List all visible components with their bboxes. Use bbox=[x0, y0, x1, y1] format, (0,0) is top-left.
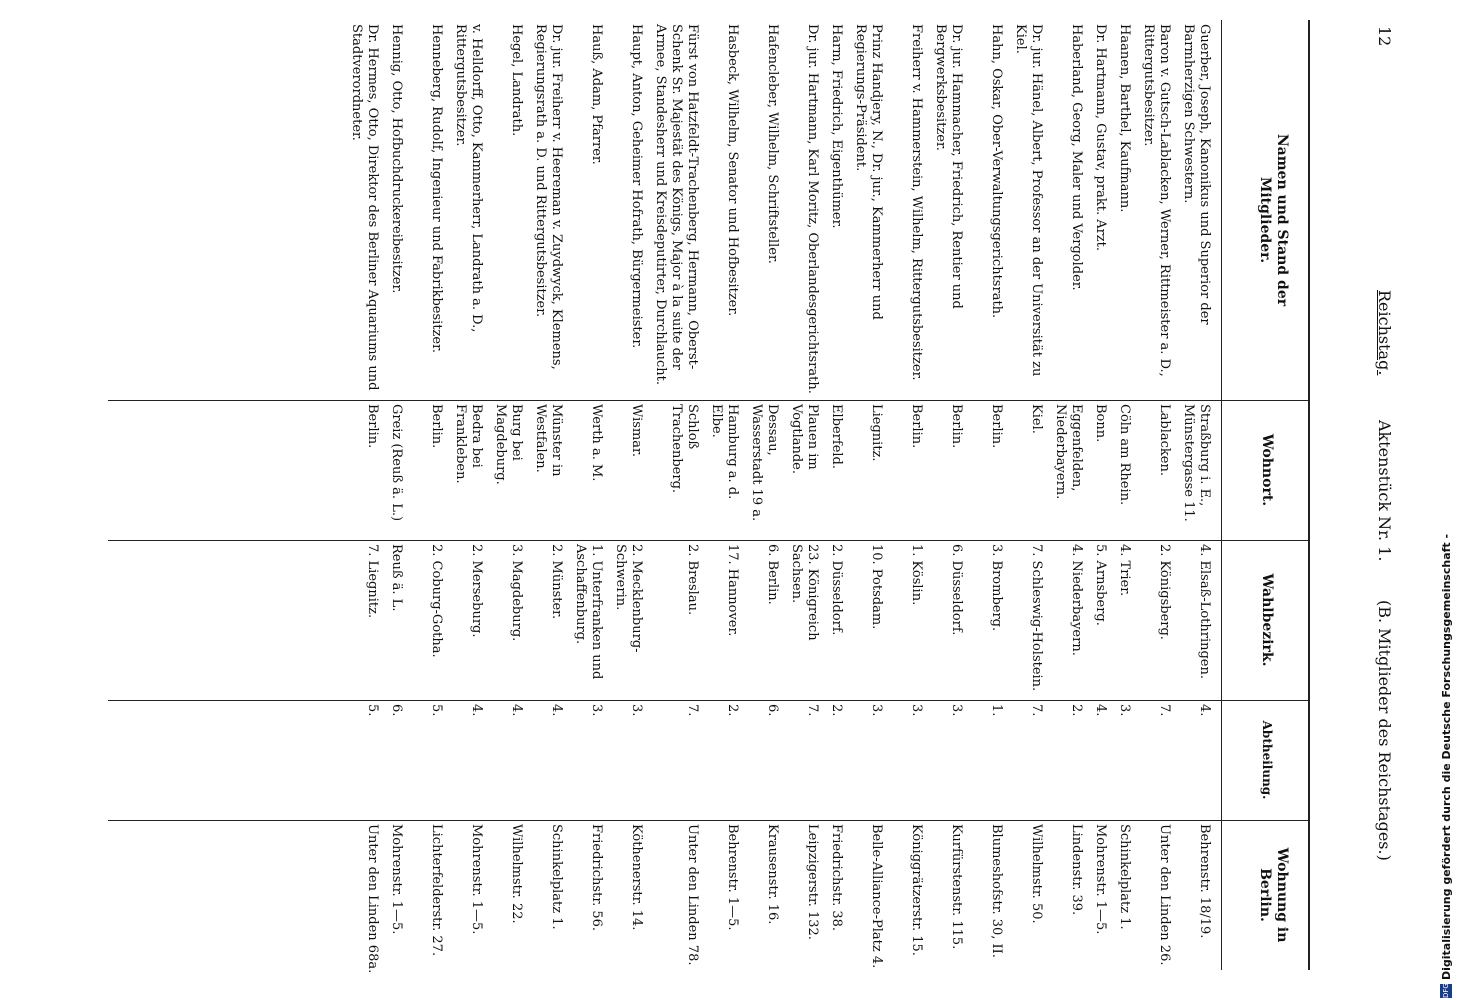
cell-residence: Burg bei Magdeburg. bbox=[493, 404, 524, 485]
header-title-right: (B. Mitglieder des Reichstages.) bbox=[1375, 600, 1394, 861]
cell-division: 3. bbox=[1117, 704, 1132, 717]
cell-name: Dr. jur. Freiherr v. Heereman v. Zuydwyck, Klemens, Regierungsrath a. D. und Rittergutsbesitzer. bbox=[533, 24, 564, 370]
cell-residence: Cöln am Rhein. bbox=[1117, 404, 1132, 506]
cell-berlin: Unter den Linden 68a. bbox=[365, 824, 380, 974]
header-document-number: Aktenstück Nr. 1. bbox=[1375, 420, 1394, 562]
cell-name: Dr. jur. Hartmann, Karl Moritz, Oberlandesgerichtsrath. bbox=[805, 24, 820, 394]
cell-division: 2. bbox=[829, 704, 844, 717]
cell-division: 1. bbox=[989, 704, 1004, 717]
rotated-document bbox=[100, 0, 1400, 1000]
cell-district: 7. Liegnitz. bbox=[365, 544, 380, 619]
cell-residence: Elberfeld. bbox=[829, 404, 844, 469]
cell-district: 2. Königsberg. bbox=[1157, 544, 1172, 640]
cell-berlin: Leipzigerstr. 132. bbox=[805, 824, 820, 940]
cell-district: 2. Düsseldorf. bbox=[829, 544, 844, 636]
cell-district: 17. Hannover. bbox=[725, 544, 740, 637]
cell-berlin: Lindenstr. 39. bbox=[1069, 824, 1084, 916]
cell-berlin: Unter den Linden 26. bbox=[1157, 824, 1172, 966]
cell-name: Dr. Hermes, Otto, Direktor des Berliner Aquariums und Stadtverordneter. bbox=[349, 24, 380, 391]
page-number: 12 bbox=[1375, 26, 1394, 47]
cell-division: 3. bbox=[869, 704, 884, 717]
cell-name: Haupt, Anton, Geheimer Hofrath, Bürgermeister. bbox=[629, 24, 644, 349]
cell-division: 7. bbox=[685, 704, 700, 717]
cell-berlin: Köthenerstr. 14. bbox=[629, 824, 644, 931]
cell-division: 5. bbox=[365, 704, 380, 717]
cell-berlin: Behrenstr. 18/19. bbox=[1197, 824, 1212, 939]
funding-note: Digitalisierung gefördert durch die Deutsche Forschungsgemeinschaft - bbox=[1440, 533, 1453, 980]
cell-district: 2. Mecklenburg-Schwerin. bbox=[613, 544, 644, 653]
cell-berlin: Blumeshofstr. 30, II. bbox=[989, 824, 1004, 958]
cell-district: 5. Arnsberg. bbox=[1093, 544, 1108, 626]
cell-division: 4. bbox=[1197, 704, 1212, 717]
cell-residence: Schloß Trachenberg. bbox=[669, 404, 700, 494]
cell-residence: Bedra bei Frankleben. bbox=[453, 404, 484, 484]
table-header-rule bbox=[1221, 20, 1222, 970]
cell-name: Prinz Handjery, N., Dr. jur., Kammerherr und Regierungs-Präsident. bbox=[853, 24, 884, 320]
cell-berlin: Wilhelmstr. 22. bbox=[509, 824, 524, 924]
cell-district: 7. Schleswig-Holstein. bbox=[1029, 544, 1044, 692]
cell-residence: Lablacken. bbox=[1157, 404, 1172, 476]
cell-district: 1. Köslin. bbox=[909, 544, 924, 606]
cell-berlin: Schinkelplatz 1. bbox=[1117, 824, 1132, 930]
cell-residence: Berlin. bbox=[429, 404, 444, 449]
cell-name: Hahn, Oskar, Ober-Verwaltungsgerichtsrath. bbox=[989, 24, 1004, 319]
cell-district: 2. Merseburg. bbox=[469, 544, 484, 638]
cell-berlin: Mohrenstr. 1—5. bbox=[389, 824, 404, 935]
cell-berlin: Unter den Linden 78. bbox=[685, 824, 700, 966]
sidebar-note bbox=[1396, 0, 1453, 1000]
cell-division: 7. bbox=[805, 704, 820, 717]
cell-district: 3. Magdeburg. bbox=[509, 544, 524, 642]
cell-district: 6. Düsseldorf. bbox=[949, 544, 964, 636]
column-header-name: Namen und Stand der Mitglieder. bbox=[1257, 133, 1290, 307]
cell-district: 23. Königreich Sachsen. bbox=[789, 544, 820, 641]
cell-residence: Berlin. bbox=[365, 404, 380, 449]
cell-residence: Berlin. bbox=[909, 404, 924, 449]
cell-district: Reuß ä. L. bbox=[389, 544, 404, 612]
cell-division: 5. bbox=[429, 704, 444, 717]
column-header-division: Abtheilung. bbox=[1260, 720, 1274, 800]
cell-name: Freiherr v. Hammerstein, Wilhelm, Rittergutsbesitzer. bbox=[909, 24, 924, 381]
cell-residence: Bonn. bbox=[1093, 404, 1108, 443]
cell-berlin: Königgrätzerstr. 15. bbox=[909, 824, 924, 956]
cell-district: 2. Coburg-Gotha. bbox=[429, 544, 444, 658]
cell-name: Hauß, Adam, Pfarrer. bbox=[589, 24, 604, 165]
cell-residence: Wismar. bbox=[629, 404, 644, 457]
cell-division: 4. bbox=[509, 704, 524, 717]
column-divider-3 bbox=[108, 700, 1308, 701]
cell-division: 7. bbox=[1157, 704, 1172, 717]
cell-berlin: Kurfürstenstr. 115. bbox=[949, 824, 964, 950]
cell-residence: Werth a. M. bbox=[589, 404, 604, 482]
cell-division: 4. bbox=[469, 704, 484, 717]
cell-berlin: Mohrenstr. 1—5. bbox=[469, 824, 484, 935]
cell-berlin: Friedrichstr. 56. bbox=[589, 824, 604, 932]
cell-division: 4. bbox=[549, 704, 564, 717]
cell-district: 2. Breslau. bbox=[685, 544, 700, 616]
cell-division: 2. bbox=[1069, 704, 1084, 717]
cell-name: Baron v. Gutsch-Lablacken, Werner, Rittmeister a. D., Rittergutsbesitzer. bbox=[1141, 24, 1172, 377]
cell-residence: Berlin. bbox=[949, 404, 964, 449]
column-divider-1 bbox=[108, 400, 1308, 401]
table-top-rule bbox=[1308, 20, 1310, 970]
cell-name: Dr. jur. Hänel, Albert, Professor an der Universität zu Kiel. bbox=[1013, 24, 1044, 377]
cell-name: Dr. Hartmann, Gustav, prakt. Arzt. bbox=[1093, 24, 1108, 252]
cell-name: Haanen, Barthel, Kaufmann. bbox=[1117, 24, 1132, 213]
cell-division: 3. bbox=[589, 704, 604, 717]
cell-division: 6. bbox=[389, 704, 404, 717]
cell-residence: Straßburg i. E., Münstergasse 11. bbox=[1181, 404, 1212, 522]
cell-name: v. Helldorff, Otto, Kammerherr, Landrath a. D., Rittergutsbesitzer. bbox=[453, 24, 484, 333]
cell-division: 3. bbox=[949, 704, 964, 717]
cell-residence: Kiel. bbox=[1029, 404, 1044, 434]
cell-berlin: Behrenstr. 1—5. bbox=[725, 824, 740, 931]
cell-berlin: Friedrichstr. 38. bbox=[829, 824, 844, 932]
cell-name: Guerber, Joseph, Kanonikus und Superior der Barmherzigen Schwestern. bbox=[1181, 24, 1212, 325]
column-header-berlin: Wohnung in Berlin. bbox=[1257, 847, 1290, 943]
column-divider-2 bbox=[108, 540, 1308, 541]
cell-district: 6. Berlin. bbox=[765, 544, 780, 605]
cell-division: 3. bbox=[909, 704, 924, 717]
cell-residence: Eggenfelden, Niederbayern. bbox=[1053, 404, 1084, 500]
cell-district: 2. Münster. bbox=[549, 544, 564, 620]
cell-name: Dr. jur. Hammacher, Friedrich, Rentier und Bergwerksbesitzer. bbox=[933, 24, 964, 309]
header-title-left: Reichstag. bbox=[1375, 290, 1394, 376]
cell-name: Fürst von Hatzfeldt-Trachenberg, Hermann, Oberst-Schenk Sr. Majestät des Königs, Major à la suite der Armee, Standesherr und Kreisdeputirter, Durchlaucht. bbox=[653, 24, 700, 386]
cell-residence: Hamburg a. d. Elbe. bbox=[709, 404, 740, 500]
cell-residence: Greiz (Reuß ä. L.) bbox=[389, 404, 404, 522]
cell-district: 1. Unterfranken und Aschaffenburg. bbox=[573, 544, 604, 680]
cell-division: 7. bbox=[1029, 704, 1044, 717]
cell-berlin: Krausenstr. 16. bbox=[765, 824, 780, 925]
cell-name: Harm, Friedrich, Eigenthümer. bbox=[829, 24, 844, 229]
column-header-residence: Wohnort. bbox=[1259, 433, 1275, 507]
cell-division: 3. bbox=[629, 704, 644, 717]
dfg-logo: DFG bbox=[1442, 983, 1450, 998]
cell-berlin: Wilhelmstr. 50. bbox=[1029, 824, 1044, 924]
cell-district: 4. Elsaß-Lothringen. bbox=[1197, 544, 1212, 680]
cell-name: Henneberg, Rudolf, Ingenieur und Fabrikbesitzer. bbox=[429, 24, 444, 354]
cell-residence: Liegnitz. bbox=[869, 404, 884, 462]
cell-residence: Plauen im Vogtlande. bbox=[789, 404, 820, 474]
cell-residence: Berlin. bbox=[989, 404, 1004, 449]
cell-berlin: Mohrenstr. 1—5. bbox=[1093, 824, 1108, 935]
cell-division: 2. bbox=[725, 704, 740, 717]
cell-name: Hennig, Otto, Hofbuchdruckereibesitzer. bbox=[389, 24, 404, 294]
cell-residence: Münster in Westfalen. bbox=[533, 404, 564, 477]
cell-division: 6. bbox=[765, 704, 780, 717]
cell-berlin: Belle-Alliance-Platz 4. bbox=[869, 824, 884, 969]
cell-division: 4. bbox=[1093, 704, 1108, 717]
cell-berlin: Lichterfelderstr. 27. bbox=[429, 824, 444, 957]
cell-residence: Dessau, Wasserstadt 19 a. bbox=[749, 404, 780, 522]
cell-district: 4. Niederbayern. bbox=[1069, 544, 1084, 656]
cell-name: Hafencleber, Wilhelm, Schriftsteller. bbox=[765, 24, 780, 264]
cell-district: 10. Potsdam. bbox=[869, 544, 884, 630]
cell-name: Hegel, Landrath. bbox=[509, 24, 524, 137]
cell-district: 3. Bromberg. bbox=[989, 544, 1004, 632]
cell-name: Haberland, Georg, Maler und Vergolder. bbox=[1069, 24, 1084, 291]
cell-district: 4. Trier. bbox=[1117, 544, 1132, 597]
column-header-district: Wahlbezirk. bbox=[1259, 573, 1275, 667]
cell-name: Hasbeck, Wilhelm, Senator und Hofbesitzer. bbox=[725, 24, 740, 317]
column-divider-4 bbox=[108, 820, 1308, 821]
cell-berlin: Schinkelplatz 1. bbox=[549, 824, 564, 930]
